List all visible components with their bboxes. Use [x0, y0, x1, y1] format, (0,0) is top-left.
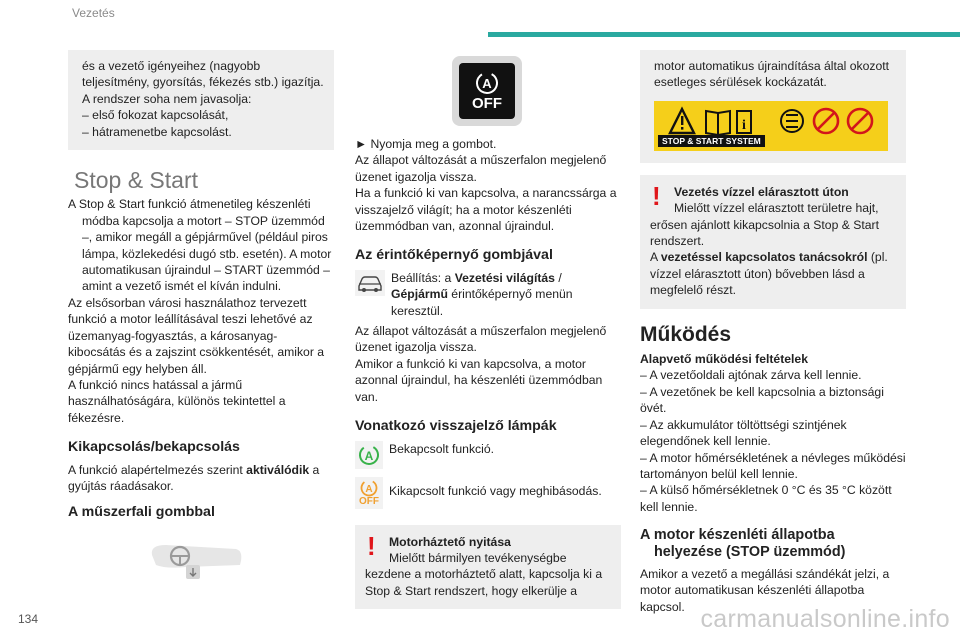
header-title: Vezetés: [72, 6, 115, 20]
column-right: [640, 50, 906, 615]
paragraph: [68, 462, 334, 495]
water-warning-text: Mielőtt vízzel elárasztott területre hajt, erősen ajánlott kikapcsolnia a Stop & Start rendszert.: [650, 201, 879, 249]
paragraph: A funkció nincs hatással a jármű használhatóságára, különös tekintettel a fékezésre.: [68, 377, 286, 425]
header-accent-bar: [488, 32, 960, 37]
lamp-on-text: Bekapcsolt funkció.: [389, 441, 495, 456]
warning-icon: !: [367, 530, 376, 561]
bold-text: Vezetési világítás: [454, 270, 555, 285]
text: /: [554, 270, 562, 285]
water-warning-title: [650, 184, 896, 200]
hood-warning-box: [355, 525, 621, 610]
paragraph: Amikor a vezető a megállási szándékát jelzi, a motor automatikusan készenléti állapotba kapcsol.: [640, 566, 890, 614]
warning-icon: !: [652, 180, 661, 211]
condition-item: – A külső hőmérsékletnek 0 °C és 35 °C között kell lennie.: [640, 483, 892, 514]
watermark: carmanualsonline.info: [700, 605, 950, 633]
hood-warning-title: [365, 534, 611, 550]
condition-item: – A vezetőoldali ajtónak zárva kell lennie.: [640, 368, 862, 383]
off-label: OFF: [472, 95, 502, 112]
text: érintőképernyő menün keresztül.: [391, 287, 573, 318]
intro-box: [68, 50, 334, 150]
dashboard-illustration: [146, 543, 334, 587]
stop-start-orange-lamp-icon: [355, 477, 383, 509]
bold-text: vezetéssel kapcsolatos tanácsokról: [660, 250, 868, 265]
lamp-off-row: [355, 477, 621, 509]
dash-button-title: A műszerfali gombbal: [68, 504, 215, 521]
subsection-title: Kikapcsolás/bekapcsolás: [68, 439, 240, 456]
paragraph: Az állapot változását a műszerfalon megjelenő üzenet igazolja vissza.: [355, 153, 607, 184]
touch-setting-text: [391, 270, 621, 319]
text: Beállítás: a: [391, 270, 455, 285]
svg-text:A: A: [482, 76, 492, 91]
text: a gyújtás ráadásakor.: [68, 462, 320, 493]
stop-start-warning-label: [654, 101, 888, 151]
stop-start-system-label: STOP & START SYSTEM: [658, 135, 765, 147]
stop-start-off-button-illustration: [452, 56, 522, 126]
hood-warning-continuation-box: [640, 50, 906, 163]
manual-book-icon: [706, 111, 730, 135]
intro-line: A rendszer soha nem javasolja:: [82, 91, 252, 106]
stop-start-icon: [474, 70, 500, 96]
svg-text:i: i: [742, 117, 746, 133]
bold-text: aktiválódik: [246, 462, 310, 477]
bold-text: Gépjármű: [391, 287, 448, 302]
condition-item: – A vezetőnek be kell kapcsolnia a biztonsági övét.: [640, 384, 884, 416]
intro-line: – hátramenetbe kapcsolást.: [82, 124, 232, 139]
svg-text:A: A: [365, 483, 373, 495]
lamps-title: Vonatkozó visszajelző lámpák: [355, 418, 557, 435]
standby-title: A motor készenléti állapotba helyezése (STOP üzemmód): [640, 527, 846, 560]
bold-text: Motorháztető nyitása: [389, 534, 511, 549]
intro-line: – első fokozat kapcsolását,: [82, 108, 229, 123]
text: A: [650, 250, 661, 265]
stop-start-green-lamp-icon: [355, 441, 383, 469]
column-left: [68, 50, 334, 587]
car-settings-icon: [355, 270, 385, 296]
lamp-off-text: Kikapcsolt funkció vagy meghibásodás.: [389, 483, 602, 498]
touchscreen-title: Az érintőképernyő gombjával: [355, 247, 553, 264]
hood-warning-text: Mielőtt bármilyen tevékenységbe kezdene a motorháztető alatt, kapcsolja ki a Stop & Start rendszert, hogy elkerülje a: [365, 550, 603, 598]
touch-setting-row: [355, 270, 621, 319]
paragraph: Ha a funkció ki van kapcsolva, a narancssárga a visszajelző világít; ha a motor készenléti üzemmódban van, azonnal újraindul.: [355, 186, 617, 234]
water-warning-text2: [650, 249, 896, 298]
paragraph: Amikor a funkció ki van kapcsolva, a motor azonnal újraindul, ha készenléti üzemmódban van.: [355, 356, 603, 404]
water-warning-box: [640, 175, 906, 309]
paragraph: Az elsősorban városi használathoz tervezett funkció a motor leállításával teszi lehetővé az üzemanyag-fogyasztás, a károsanyag-kibocsátás és a zajszint csökkentését, amikor a gépjármű egy helyben áll.: [68, 295, 325, 376]
intro-line: és a vezető igényeihez (nagyobb teljesítmény, gyorsítás, fékezés stb.) igazítja.: [82, 59, 324, 90]
paragraph: Az állapot változását a műszerfalon megjelenő üzenet igazolja vissza.: [355, 324, 607, 355]
page-number: 134: [18, 612, 39, 626]
column-middle: [355, 50, 621, 609]
svg-text:A: A: [364, 448, 374, 463]
text: (pl. vízzel elárasztott úton) bővebben lásd a megfelelő részt.: [650, 250, 888, 298]
paragraph: A Stop & Start funkció átmenetileg készenléti módba kapcsolja a motort – STOP üzemmód –, amikor megáll a gépjárművel (például piros lámpa, közlekedési dugó stb. esetén). A motor automatikusan újraindul – START üzemmód – amint a vezető ismét el kíván indulni.: [68, 197, 332, 294]
lamp-off-label: OFF: [359, 495, 379, 507]
paragraph: motor automatikus újraindítása által okozott esetleges sérülések kockázatát.: [654, 59, 890, 90]
text: A funkció alapértelmezés szerint: [68, 462, 247, 477]
bold-text: Alapvető működési feltételek: [640, 352, 808, 367]
condition-item: – A motor hőmérsékletének a névleges működési tartományon belül kell lennie.: [640, 450, 906, 481]
bold-text: Vezetés vízzel elárasztott úton: [674, 184, 849, 199]
condition-item: – Az akkumulátor töltöttségi szintjének elegendőnek kell lennie.: [640, 417, 847, 449]
basic-conditions-title: [640, 351, 906, 367]
lamp-on-row: [355, 441, 621, 469]
paragraph: ► Nyomja meg a gombot.: [355, 137, 497, 151]
section-title-stop-start: Stop & Start: [74, 167, 199, 194]
operation-title: Működés: [640, 322, 732, 346]
